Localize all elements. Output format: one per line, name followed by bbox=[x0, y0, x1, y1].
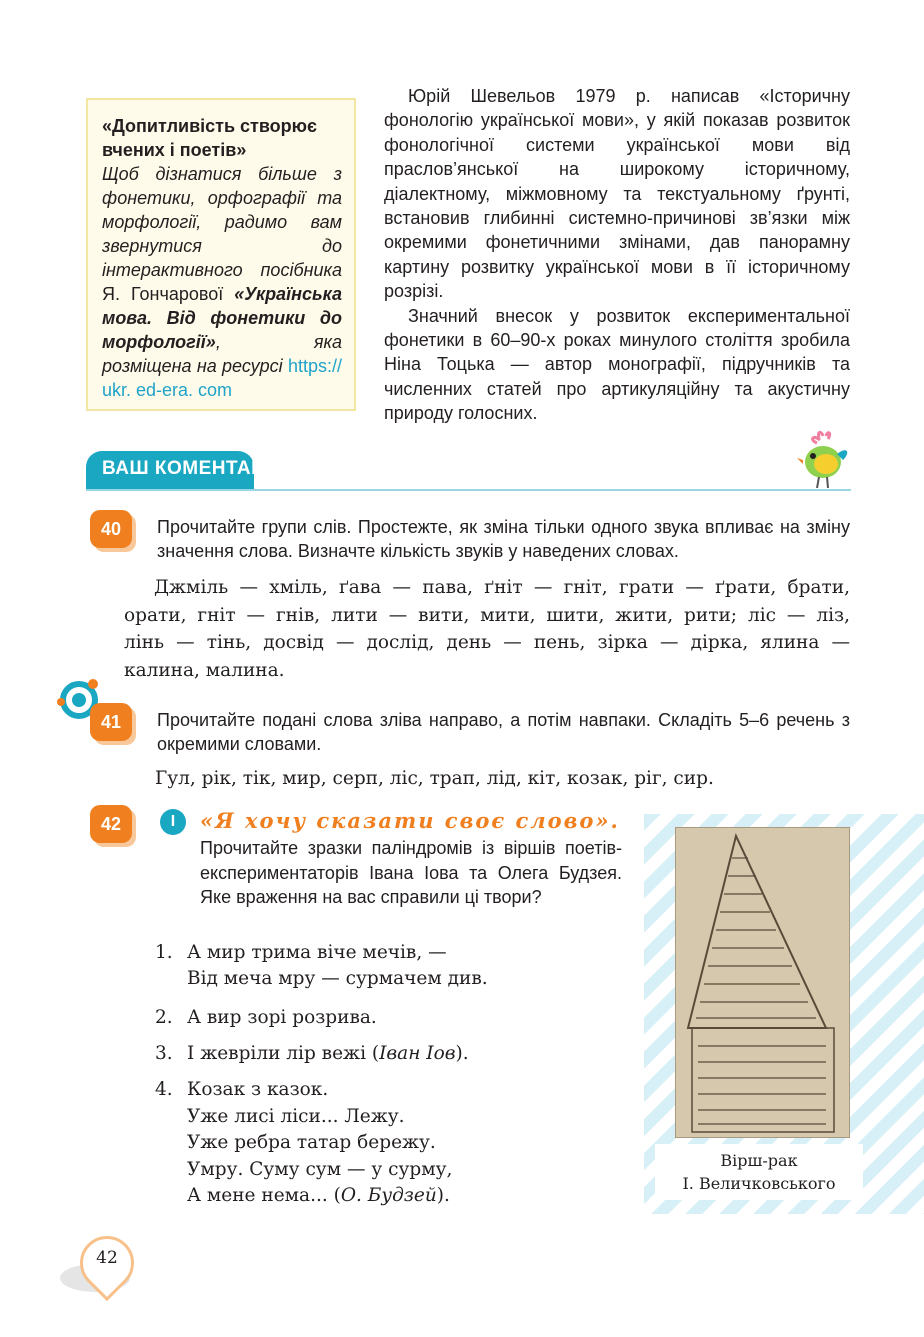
exercise-40-words bbox=[124, 574, 850, 684]
poem-number: 3. bbox=[155, 1043, 173, 1064]
exercise-number: 40 bbox=[90, 510, 132, 548]
exercise-number: 42 bbox=[90, 805, 132, 843]
caption-line: Вірш-рак bbox=[720, 1151, 798, 1170]
page-number: 42 bbox=[96, 1248, 118, 1268]
poem-line: Уже лисі ліси... Лежу. bbox=[187, 1106, 405, 1127]
word-line: Джміль — хміль, ґава — пава, ґніт — гніт, грати — ґрати, брати, bbox=[154, 577, 850, 598]
sidebar-text-after: , яка розміщена на ресурсі bbox=[102, 332, 342, 376]
poem-number: 1. bbox=[155, 942, 173, 963]
image-caption bbox=[655, 1144, 863, 1200]
intro-paragraph-2: Значний внесок у розвиток експериментальної фонетики в 60–90-х роках минулого століття зробила Ніна Тоцька — автор монографії, підручників та численних статей про артикуляційну та акустичну природу голосних. bbox=[384, 305, 850, 424]
sidebar-author: Я. Гончарової bbox=[102, 284, 235, 304]
exercise-number: 41 bbox=[90, 703, 132, 741]
caption-line: І. Величковського bbox=[682, 1174, 836, 1193]
poem-author: Іван Іов bbox=[379, 1043, 456, 1064]
poem-line: Від меча мру — сурмачем див. bbox=[187, 968, 488, 989]
exercise-41-words: Гул, рік, тік, мир, серп, ліс, трап, лід, кіт, козак, ріг, сир. bbox=[155, 768, 714, 789]
poem-text: ). bbox=[455, 1043, 469, 1064]
level-badge: І bbox=[160, 809, 186, 835]
bird-icon bbox=[793, 430, 853, 492]
sidebar-book: «Українська мова. Від фонетики до морфології» bbox=[102, 284, 342, 352]
poem-line bbox=[187, 1041, 469, 1068]
section-divider bbox=[86, 489, 851, 491]
sidebar-body bbox=[102, 162, 342, 402]
poem-line: А вир зорі розрива. bbox=[187, 1007, 377, 1028]
section-title: ВАШ КОМЕНТАР bbox=[102, 458, 265, 479]
exercise-40-task: Прочитайте групи слів. Простежте, як зміна тільки одного звука впливає на зміну значення слова. Визначте кількість звуків у наведених словах. bbox=[157, 517, 850, 561]
poem-number: 2. bbox=[155, 1007, 173, 1028]
poem-text: І жевріли лір вежі ( bbox=[187, 1043, 380, 1064]
poem-text: ). bbox=[436, 1185, 450, 1206]
exercise-42-quote: «Я хочу сказати своє слово». bbox=[200, 808, 620, 833]
sidebar-box bbox=[86, 98, 356, 411]
poem-line: Умру. Суму сум — у сурму, bbox=[187, 1159, 453, 1180]
poem-line: Уже ребра татар бережу. bbox=[187, 1132, 436, 1153]
poem-author: О. Будзей bbox=[340, 1185, 437, 1206]
word-line: орати, гніт — гнів, лити — вити, мити, шити, жити, рити; ліс — ліз, bbox=[124, 604, 850, 626]
intro-text bbox=[384, 84, 850, 426]
exercise-41-task: Прочитайте подані слова зліва направо, а потім навпаки. Складіть 5–6 речень з окремими словами. bbox=[157, 710, 850, 754]
triangle-poem-drawing bbox=[676, 828, 849, 1137]
exercise-42-task: Прочитайте зразки паліндромів із віршів поетів-експериментаторів Івана Іова та Олега Будзея. Яке враження на вас справили ці твори? bbox=[200, 838, 622, 907]
manuscript-image bbox=[675, 827, 850, 1138]
poem-line bbox=[187, 1183, 450, 1210]
sidebar-link[interactable]: https:// ukr. ed-era. com bbox=[102, 356, 342, 400]
poem-line: А мир трима віче мечів, — bbox=[187, 942, 447, 963]
word-line: калина, малина. bbox=[124, 659, 285, 681]
intro-paragraph-1: Юрій Шевельов 1979 р. написав «Історичну фонологію української мови», у якій показав розвиток фонологічної системи української мови від праслов’янської на широкому історичному, діалектному, міжмовному та текстуальному ґрунті, встановив глибинні системно-причинові зв’язки між окремими фонетичними змінами, дав панорамну картину розвитку української мови в її історичному розрізі. bbox=[384, 86, 850, 302]
sidebar-text-intro: Щоб дізнатися більше з фонетики, орфографії та морфології, радимо вам звернутися до інтерактивного посібника bbox=[102, 164, 342, 280]
poem-text: А мене нема... ( bbox=[187, 1185, 341, 1206]
poem-line: Козак з казок. bbox=[187, 1079, 329, 1100]
sidebar-title: «Допитливість створює вчених і поетів» bbox=[102, 116, 317, 160]
word-line: лінь — тінь, досвід — дослід, день — пень, зірка — дірка, ялина — bbox=[124, 632, 850, 653]
poem-number: 4. bbox=[155, 1079, 173, 1100]
